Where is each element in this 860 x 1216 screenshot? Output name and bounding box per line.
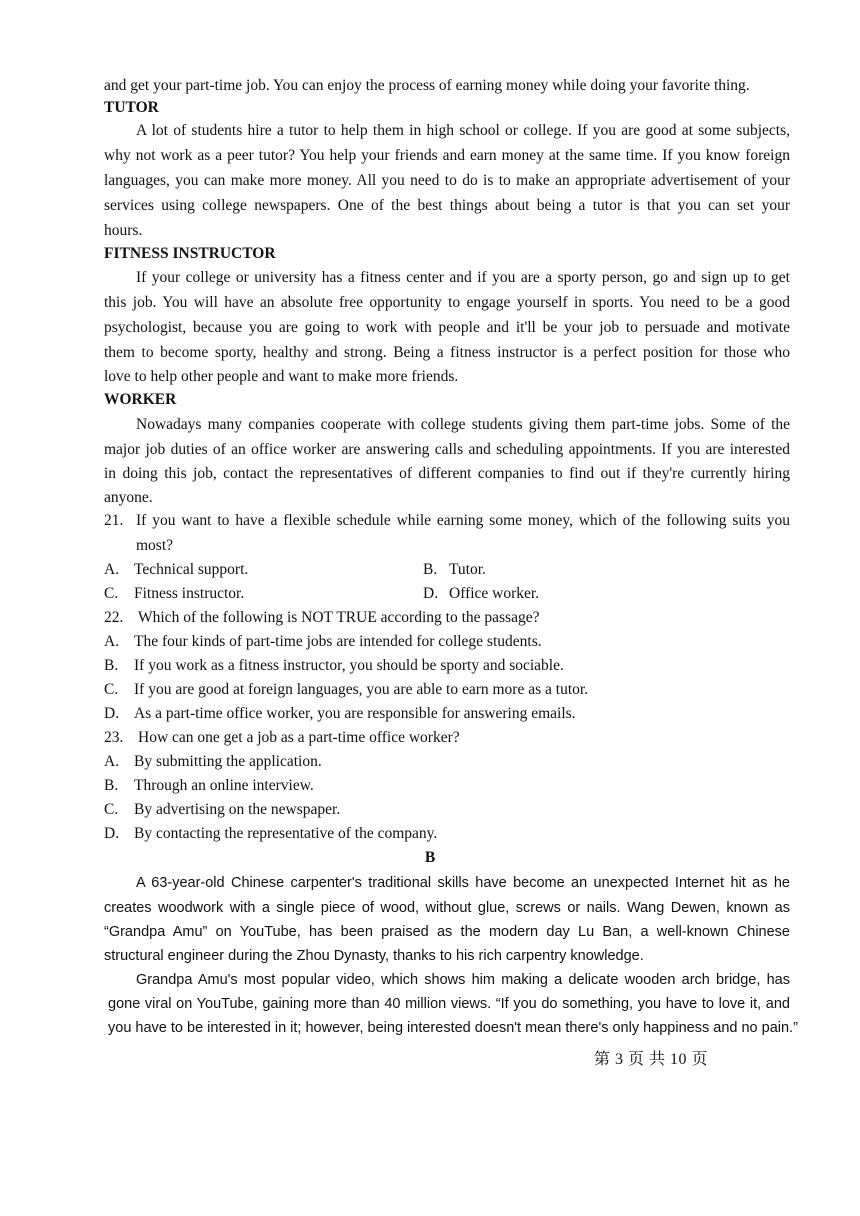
q21-option-a: Technical support. xyxy=(134,561,249,578)
q21-stem-cont: most? xyxy=(136,537,174,554)
fitness-line: love to help other people and want to make more friends. xyxy=(104,368,459,385)
q22-option-d: As a part-time office worker, you are responsible for answering emails. xyxy=(134,705,576,722)
q23-option-c: By advertising on the newspaper. xyxy=(134,801,341,818)
q22-option-c: If you are good at foreign languages, you are able to earn more as a tutor. xyxy=(134,681,589,698)
page-number-footer: 第 3 页 共 10 页 xyxy=(594,1051,709,1068)
q23-stem: How can one get a job as a part-time office worker? xyxy=(138,729,460,746)
intro-tail-line: and get your part-time job. You can enjoy the process of earning money while doing your favorite thing. xyxy=(104,77,750,94)
tutor-line: services using college newspapers. One of the best things about being a tutor is that you can set your xyxy=(104,197,790,214)
q21-option-a-letter: A. xyxy=(104,561,120,578)
q21-option-c: Fitness instructor. xyxy=(134,585,245,602)
q21-option-b: Tutor. xyxy=(449,561,486,578)
fitness-line: If your college or university has a fitness center and if you are a sporty person, go and sign up to get xyxy=(136,269,790,286)
q23-option-b-letter: B. xyxy=(104,777,119,794)
section-b-p1-line: A 63-year-old Chinese carpenter's traditional skills have become an unexpected Internet hit as he xyxy=(136,875,790,891)
section-b-p2-line: you have to be interested in it; however, being interested doesn't mean there's only happiness and no pain.” xyxy=(108,1020,798,1036)
q23-option-b: Through an online interview. xyxy=(134,777,314,794)
q23-option-d: By contacting the representative of the company. xyxy=(134,825,438,842)
q23-option-a-letter: A. xyxy=(104,753,120,770)
section-b-p1-line: structural engineer during the Zhou Dynasty, thanks to his rich carpentry knowledge. xyxy=(104,948,644,964)
fitness-line: psychologist, because you are going to work with people and it'll be your job to persuade and motivate xyxy=(104,319,790,336)
worker-line: Nowadays many companies cooperate with college students giving them part-time jobs. Some of the xyxy=(136,416,790,433)
q22-option-d-letter: D. xyxy=(104,705,120,722)
q22-option-b: If you work as a fitness instructor, you should be sporty and sociable. xyxy=(134,657,564,674)
q21-stem: If you want to have a flexible schedule while earning some money, which of the following suits you xyxy=(136,512,790,529)
section-b-heading: B xyxy=(424,849,436,866)
fitness-line: them to become sporty, healthy and strong. Being a fitness instructor is a perfect position for those who xyxy=(104,344,790,361)
worker-heading: WORKER xyxy=(104,391,177,408)
fitness-heading: FITNESS INSTRUCTOR xyxy=(104,245,276,262)
q22-option-a-letter: A. xyxy=(104,633,120,650)
q22-number: 22. xyxy=(104,609,124,626)
q21-option-d: Office worker. xyxy=(449,585,540,602)
q21-option-b-letter: B. xyxy=(423,561,438,578)
q22-stem: Which of the following is NOT TRUE according to the passage? xyxy=(138,609,540,626)
section-b-p1-line: creates woodwork with a single piece of wood, without glue, screws or nails. Wang Dewen, known as xyxy=(104,900,790,916)
fitness-line: this job. You will have an absolute free opportunity to engage yourself in sports. You need to be a good xyxy=(104,294,790,311)
section-b-p2-line: gone viral on YouTube, gaining more than 40 million views. “If you do something, you have to love it, and xyxy=(108,996,790,1012)
q21-option-d-letter: D. xyxy=(423,585,439,602)
tutor-line: hours. xyxy=(104,222,143,239)
worker-line: major job duties of an office worker are answering calls and scheduling appointments. If you are interested xyxy=(104,441,790,458)
tutor-line: languages, you can make more money. All you need to do is to make an appropriate advertisement of your xyxy=(104,172,790,189)
section-b-p2-line: Grandpa Amu's most popular video, which shows him making a delicate wooden arch bridge, has xyxy=(136,972,790,988)
worker-line: in doing this job, contact the representatives of different companies to find out if they're currently hiring xyxy=(104,465,790,482)
tutor-line: why not work as a peer tutor? You help your friends and earn money at the same time. If you know foreign xyxy=(104,147,790,164)
tutor-line: A lot of students hire a tutor to help them in high school or college. If you are good at some subjects, xyxy=(136,122,790,139)
q23-option-c-letter: C. xyxy=(104,801,119,818)
worker-line: anyone. xyxy=(104,489,153,506)
q23-number: 23. xyxy=(104,729,124,746)
tutor-heading: TUTOR xyxy=(104,99,159,116)
q23-option-d-letter: D. xyxy=(104,825,120,842)
q22-option-a: The four kinds of part-time jobs are intended for college students. xyxy=(134,633,542,650)
q22-option-c-letter: C. xyxy=(104,681,119,698)
section-b-p1-line: “Grandpa Amu” on YouTube, has been praised as the modern day Lu Ban, a well-known Chinese xyxy=(104,924,790,940)
q21-number: 21. xyxy=(104,512,124,529)
q23-option-a: By submitting the application. xyxy=(134,753,322,770)
q22-option-b-letter: B. xyxy=(104,657,119,674)
q21-option-c-letter: C. xyxy=(104,585,119,602)
